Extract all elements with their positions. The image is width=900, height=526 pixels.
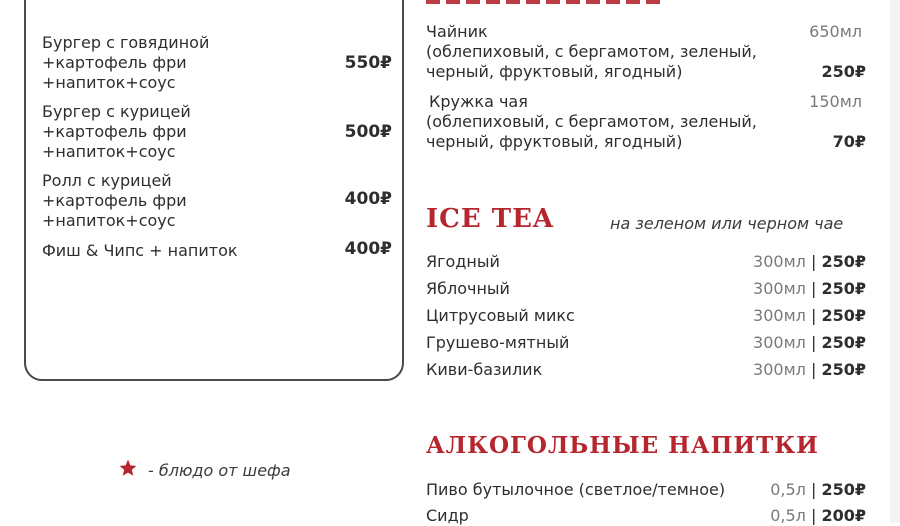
tea-item (426, 92, 866, 154)
combo-price: 400₽ (344, 189, 392, 209)
drink-price-group (753, 279, 866, 299)
combo-name: Ролл с курицей +картофель фри +напиток+соус (42, 171, 187, 230)
price-separator: | (810, 360, 817, 379)
drink-price-group (753, 333, 866, 353)
price-separator: | (810, 333, 817, 352)
ice-tea-item (426, 360, 866, 380)
combo-price: 500₽ (344, 122, 392, 142)
drink-volume: 0,5л (770, 506, 806, 525)
tea-volume: 650мл (809, 22, 862, 41)
combo-name: Бургер с курицей +картофель фри +напиток+соус (42, 102, 191, 161)
page-edge (890, 0, 900, 523)
ice-tea-title: ICE TEA (426, 204, 555, 234)
ice-tea-item (426, 279, 866, 299)
ice-tea-item (426, 333, 866, 353)
drink-name: Грушево-мятный (426, 333, 570, 352)
drink-volume: 300мл (753, 279, 806, 298)
drink-name: Пиво бутылочное (светлое/темное) (426, 480, 726, 499)
drink-volume: 300мл (753, 333, 806, 352)
drink-price: 200₽ (821, 506, 866, 525)
price-separator: | (810, 480, 817, 499)
drink-price: 250₽ (821, 279, 866, 298)
price-separator: | (810, 506, 817, 525)
drink-name: Цитрусовый микс (426, 306, 575, 325)
legend-text: - блюдо от шефа (148, 460, 291, 480)
combo-menu-box (24, 0, 404, 381)
tea-section-title-cut (426, 0, 666, 4)
tea-desc: (облепиховый, с бергамотом, зеленый, черный, фруктовый, ягодный) (426, 42, 757, 81)
tea-desc: (облепиховый, с бергамотом, зеленый, черный, фруктовый, ягодный) (426, 112, 757, 151)
tea-item (426, 22, 866, 84)
drink-price-group (753, 306, 866, 326)
alcohol-title: АЛКОГОЛЬНЫЕ НАПИТКИ (426, 432, 819, 459)
tea-volume: 150мл (809, 92, 862, 111)
drink-price: 250₽ (821, 480, 866, 499)
price-separator: | (810, 279, 817, 298)
ice-tea-note: на зеленом или черном чае (610, 214, 844, 233)
drink-name: Яблочный (426, 279, 510, 298)
combo-item (42, 171, 392, 231)
price-separator: | (810, 252, 817, 271)
combo-item (42, 241, 392, 261)
drink-volume: 300мл (753, 306, 806, 325)
drink-price-group (770, 480, 866, 500)
drink-name: Киви-базилик (426, 360, 543, 379)
price-separator: | (810, 306, 817, 325)
tea-price: 70₽ (832, 132, 866, 151)
drink-price-group (753, 360, 866, 380)
drink-price: 250₽ (821, 360, 866, 379)
drink-price: 250₽ (821, 306, 866, 325)
ice-tea-item (426, 252, 866, 272)
combo-name: Фиш & Чипс + напиток (42, 241, 238, 260)
combo-item (42, 102, 392, 162)
drink-price-group (753, 252, 866, 272)
drink-name: Сидр (426, 506, 469, 525)
combo-name: Бургер с говядиной +картофель фри +напиток+соус (42, 33, 210, 92)
combo-price: 550₽ (344, 53, 392, 73)
tea-price: 250₽ (821, 62, 866, 81)
alcohol-item (426, 506, 866, 526)
drink-price: 250₽ (821, 333, 866, 352)
tea-name: Кружка чая (429, 92, 528, 111)
combo-item (42, 33, 392, 93)
ice-tea-item (426, 306, 866, 326)
drink-name: Ягодный (426, 252, 500, 271)
star-icon (118, 458, 138, 482)
drink-volume: 300мл (753, 360, 806, 379)
alcohol-item (426, 480, 866, 500)
combo-price: 400₽ (344, 239, 392, 259)
chef-legend (118, 458, 291, 482)
drink-price-group (770, 506, 866, 526)
tea-name: Чайник (426, 22, 488, 41)
drink-volume: 0,5л (770, 480, 806, 499)
drink-volume: 300мл (753, 252, 806, 271)
drink-price: 250₽ (821, 252, 866, 271)
